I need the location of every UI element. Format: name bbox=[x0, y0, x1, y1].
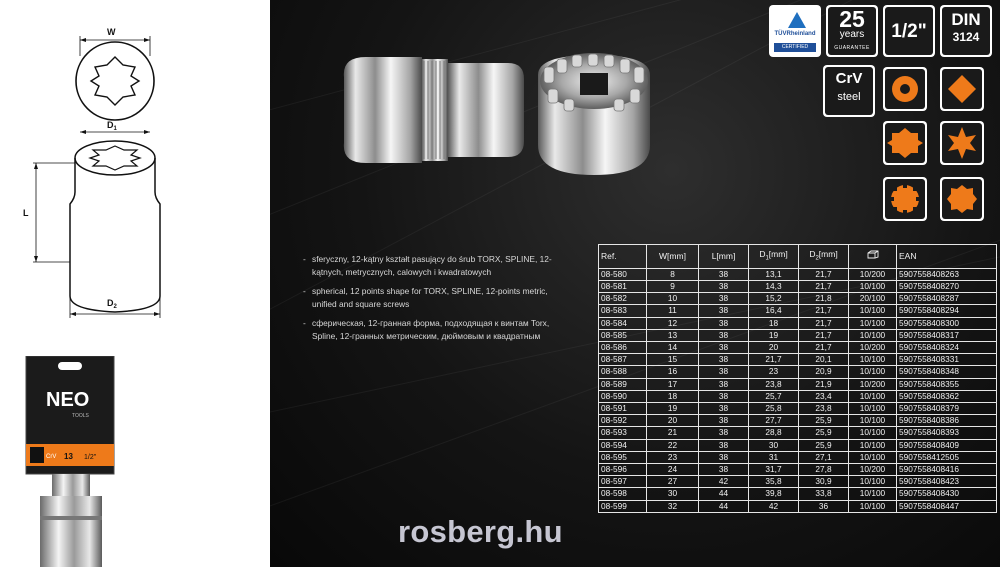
table-header-row bbox=[599, 245, 997, 269]
table-row bbox=[599, 317, 997, 329]
cell-ref: 08-596 bbox=[599, 463, 647, 475]
col-ean: EAN bbox=[897, 245, 997, 269]
package-size: 13 bbox=[64, 452, 73, 461]
table-row bbox=[599, 305, 997, 317]
cell-w: 18 bbox=[647, 390, 699, 402]
cell-l: 38 bbox=[699, 390, 749, 402]
cell-d2: 21,7 bbox=[799, 317, 849, 329]
table-row bbox=[599, 439, 997, 451]
cell-l: 38 bbox=[699, 463, 749, 475]
cell-w: 30 bbox=[647, 488, 699, 500]
watermark: rosberg.hu bbox=[398, 514, 563, 549]
cell-w: 8 bbox=[647, 268, 699, 280]
cell-ean: 5907558408447 bbox=[897, 500, 997, 512]
cell-d2: 25,9 bbox=[799, 439, 849, 451]
cell-d1: 35,8 bbox=[749, 476, 799, 488]
col-ref: Ref. bbox=[599, 245, 647, 269]
cell-ref: 08-592 bbox=[599, 415, 647, 427]
cell-l: 38 bbox=[699, 329, 749, 341]
dim-d2-label: $D_2$ bbox=[107, 298, 117, 310]
cell-package: 10/100 bbox=[849, 402, 897, 414]
table-row bbox=[599, 427, 997, 439]
cell-package: 10/100 bbox=[849, 476, 897, 488]
cell-d1: 42 bbox=[749, 500, 799, 512]
cell-l: 38 bbox=[699, 293, 749, 305]
cell-ean: 5907558408416 bbox=[897, 463, 997, 475]
cell-w: 32 bbox=[647, 500, 699, 512]
cell-d2: 21,7 bbox=[799, 268, 849, 280]
square-icon bbox=[940, 67, 984, 111]
cell-w: 11 bbox=[647, 305, 699, 317]
cell-l: 38 bbox=[699, 378, 749, 390]
cell-package: 10/100 bbox=[849, 317, 897, 329]
cell-ref: 08-588 bbox=[599, 366, 647, 378]
cell-ean: 5907558408324 bbox=[897, 341, 997, 353]
cell-w: 24 bbox=[647, 463, 699, 475]
cell-package: 10/100 bbox=[849, 280, 897, 292]
socket-top-view bbox=[538, 53, 650, 175]
cell-package: 10/200 bbox=[849, 268, 897, 280]
package-crv: CrV bbox=[46, 454, 57, 460]
cell-d2: 21,7 bbox=[799, 305, 849, 317]
cell-w: 23 bbox=[647, 451, 699, 463]
cell-w: 17 bbox=[647, 378, 699, 390]
din-badge bbox=[940, 5, 992, 57]
cell-d2: 25,9 bbox=[799, 427, 849, 439]
cell-ref: 08-599 bbox=[599, 500, 647, 512]
spherical-icon bbox=[883, 67, 927, 111]
cell-ref: 08-591 bbox=[599, 402, 647, 414]
cell-ean: 5907558408362 bbox=[897, 390, 997, 402]
cell-ean: 5907558408348 bbox=[897, 366, 997, 378]
cell-ref: 08-587 bbox=[599, 354, 647, 366]
package-drive: 1/2" bbox=[84, 454, 97, 461]
cell-ean: 5907558408430 bbox=[897, 488, 997, 500]
cell-ref: 08-589 bbox=[599, 378, 647, 390]
cell-ean: 5907558408331 bbox=[897, 354, 997, 366]
cell-ean: 5907558408287 bbox=[897, 293, 997, 305]
technical-drawing bbox=[0, 0, 270, 360]
cell-ean: 5907558408317 bbox=[897, 329, 997, 341]
cell-ean: 5907558408393 bbox=[897, 427, 997, 439]
table-row bbox=[599, 329, 997, 341]
cell-ean: 5907558408386 bbox=[897, 415, 997, 427]
cell-d1: 25,7 bbox=[749, 390, 799, 402]
table-row bbox=[599, 280, 997, 292]
table-row bbox=[599, 451, 997, 463]
description-en: - spherical, 12 points shape for TORX, SPLINE, 12-points metric, unified and square screws bbox=[300, 285, 568, 311]
cell-l: 38 bbox=[699, 280, 749, 292]
cell-ean: 5907558408379 bbox=[897, 402, 997, 414]
years-text: years bbox=[839, 29, 865, 40]
table-row bbox=[599, 293, 997, 305]
cell-w: 27 bbox=[647, 476, 699, 488]
years-number: 25 bbox=[839, 6, 865, 32]
cell-w: 10 bbox=[647, 293, 699, 305]
cell-w: 13 bbox=[647, 329, 699, 341]
cell-package: 10/100 bbox=[849, 439, 897, 451]
cell-ean: 5907558412505 bbox=[897, 451, 997, 463]
cell-package: 10/100 bbox=[849, 354, 897, 366]
cell-w: 14 bbox=[647, 341, 699, 353]
cell-l: 38 bbox=[699, 366, 749, 378]
cell-ref: 08-598 bbox=[599, 488, 647, 500]
cell-l: 38 bbox=[699, 341, 749, 353]
col-package bbox=[849, 245, 897, 269]
cell-ref: 08-581 bbox=[599, 280, 647, 292]
cell-ref: 08-593 bbox=[599, 427, 647, 439]
tuv-name: TÜVRheinland bbox=[774, 31, 816, 37]
table-row bbox=[599, 354, 997, 366]
cell-d2: 21,7 bbox=[799, 329, 849, 341]
cell-package: 10/100 bbox=[849, 305, 897, 317]
table-row bbox=[599, 500, 997, 512]
cell-ref: 08-585 bbox=[599, 329, 647, 341]
cell-package: 10/100 bbox=[849, 427, 897, 439]
dim-l-label: L bbox=[23, 208, 29, 218]
col-d2: $D_2[mm]$ bbox=[799, 245, 849, 269]
table-row bbox=[599, 476, 997, 488]
cell-d2: 33,8 bbox=[799, 488, 849, 500]
cell-ean: 5907558408300 bbox=[897, 317, 997, 329]
cell-w: 16 bbox=[647, 366, 699, 378]
cell-d2: 36 bbox=[799, 500, 849, 512]
cell-ref: 08-583 bbox=[599, 305, 647, 317]
table-row bbox=[599, 415, 997, 427]
table-row bbox=[599, 402, 997, 414]
badge-grid bbox=[769, 5, 995, 235]
col-d1: $D_1[mm]$ bbox=[749, 245, 799, 269]
drawing-panel bbox=[0, 0, 270, 567]
cell-l: 38 bbox=[699, 354, 749, 366]
cell-w: 20 bbox=[647, 415, 699, 427]
col-l: L[mm] bbox=[699, 245, 749, 269]
cell-l: 38 bbox=[699, 415, 749, 427]
cell-w: 21 bbox=[647, 427, 699, 439]
cell-package: 10/200 bbox=[849, 378, 897, 390]
spline-icon bbox=[883, 177, 927, 221]
cell-w: 9 bbox=[647, 280, 699, 292]
cell-l: 38 bbox=[699, 439, 749, 451]
cell-d1: 23,8 bbox=[749, 378, 799, 390]
cell-l: 38 bbox=[699, 317, 749, 329]
cell-d1: 18 bbox=[749, 317, 799, 329]
cell-l: 38 bbox=[699, 402, 749, 414]
product-package bbox=[20, 356, 120, 567]
twelve-point-icon bbox=[883, 121, 927, 165]
cell-w: 15 bbox=[647, 354, 699, 366]
cell-w: 22 bbox=[647, 439, 699, 451]
cell-d1: 27,7 bbox=[749, 415, 799, 427]
din-number: 3124 bbox=[952, 30, 980, 44]
cell-d1: 13,1 bbox=[749, 268, 799, 280]
socket-photos bbox=[338, 45, 658, 195]
description-list bbox=[300, 253, 568, 349]
cell-l: 38 bbox=[699, 427, 749, 439]
cell-d2: 21,7 bbox=[799, 341, 849, 353]
cell-package: 10/200 bbox=[849, 341, 897, 353]
cell-ean: 5907558408294 bbox=[897, 305, 997, 317]
cell-d1: 14,3 bbox=[749, 280, 799, 292]
cell-d2: 21,8 bbox=[799, 293, 849, 305]
col-w: W[mm] bbox=[647, 245, 699, 269]
drive-size: 1/2" bbox=[891, 21, 927, 42]
cell-ean: 5907558408409 bbox=[897, 439, 997, 451]
cell-package: 10/100 bbox=[849, 451, 897, 463]
cell-ref: 08-584 bbox=[599, 317, 647, 329]
cell-d2: 30,9 bbox=[799, 476, 849, 488]
table-row bbox=[599, 488, 997, 500]
twelve-point-small-icon bbox=[940, 177, 984, 221]
din-label: DIN bbox=[951, 10, 981, 29]
guarantee-badge bbox=[826, 5, 878, 57]
cell-l: 38 bbox=[699, 268, 749, 280]
twelve-point-top-view bbox=[91, 57, 139, 105]
cell-d1: 30 bbox=[749, 439, 799, 451]
socket-side-view bbox=[344, 57, 524, 163]
tuv-certified: CERTIFIED bbox=[774, 43, 816, 52]
cell-d2: 23,8 bbox=[799, 402, 849, 414]
cell-ean: 5907558408270 bbox=[897, 280, 997, 292]
tuv-badge bbox=[769, 5, 821, 57]
cell-ref: 08-580 bbox=[599, 268, 647, 280]
cell-d2: 21,7 bbox=[799, 280, 849, 292]
cell-d1: 31,7 bbox=[749, 463, 799, 475]
guarantee-text: GUARANTEE bbox=[834, 45, 870, 51]
cell-ref: 08-582 bbox=[599, 293, 647, 305]
drive-size-badge bbox=[883, 5, 935, 57]
cell-d1: 31 bbox=[749, 451, 799, 463]
cell-d2: 25,9 bbox=[799, 415, 849, 427]
cell-d1: 23 bbox=[749, 366, 799, 378]
description-ru: - сферическая, 12-гранная форма, подходящая к винтам Torx, Spline, 12-гранных метрическим, дюймовым и квадратным bbox=[300, 317, 568, 343]
cell-ref: 08-595 bbox=[599, 451, 647, 463]
cell-ref: 08-597 bbox=[599, 476, 647, 488]
cell-l: 44 bbox=[699, 488, 749, 500]
package-sub: TOOLS bbox=[72, 413, 89, 419]
torx-icon bbox=[940, 121, 984, 165]
cell-d1: 15,2 bbox=[749, 293, 799, 305]
cell-ean: 5907558408355 bbox=[897, 378, 997, 390]
cell-package: 10/100 bbox=[849, 500, 897, 512]
package-brand: NEO bbox=[46, 389, 90, 411]
cell-d1: 25,8 bbox=[749, 402, 799, 414]
cell-d2: 23,4 bbox=[799, 390, 849, 402]
table-row bbox=[599, 378, 997, 390]
cell-d1: 19 bbox=[749, 329, 799, 341]
cell-package: 10/100 bbox=[849, 488, 897, 500]
cell-ref: 08-586 bbox=[599, 341, 647, 353]
cell-package: 10/100 bbox=[849, 329, 897, 341]
table-row bbox=[599, 390, 997, 402]
cell-d2: 21,9 bbox=[799, 378, 849, 390]
cell-w: 19 bbox=[647, 402, 699, 414]
material-steel: steel bbox=[837, 91, 861, 103]
package-box-icon bbox=[867, 250, 879, 259]
cell-d2: 27,8 bbox=[799, 463, 849, 475]
cell-d1: 21,7 bbox=[749, 354, 799, 366]
cell-ean: 5907558408263 bbox=[897, 268, 997, 280]
cell-package: 20/100 bbox=[849, 293, 897, 305]
cell-package: 10/100 bbox=[849, 390, 897, 402]
table-row bbox=[599, 268, 997, 280]
cell-w: 12 bbox=[647, 317, 699, 329]
table-row bbox=[599, 341, 997, 353]
cell-ref: 08-590 bbox=[599, 390, 647, 402]
cell-package: 10/100 bbox=[849, 366, 897, 378]
cell-ref: 08-594 bbox=[599, 439, 647, 451]
material-crv: CrV bbox=[835, 70, 863, 87]
cell-l: 38 bbox=[699, 305, 749, 317]
cell-ean: 5907558408423 bbox=[897, 476, 997, 488]
material-badge bbox=[823, 65, 875, 117]
cell-d1: 20 bbox=[749, 341, 799, 353]
dim-w-label: W bbox=[107, 27, 116, 37]
cell-d2: 20,1 bbox=[799, 354, 849, 366]
cell-d2: 27,1 bbox=[799, 451, 849, 463]
cell-d2: 20,9 bbox=[799, 366, 849, 378]
dim-d1-label: $D_1$ bbox=[107, 120, 117, 132]
table-row bbox=[599, 463, 997, 475]
cell-l: 38 bbox=[699, 451, 749, 463]
cell-l: 42 bbox=[699, 476, 749, 488]
cell-d1: 39,8 bbox=[749, 488, 799, 500]
cell-d1: 28,8 bbox=[749, 427, 799, 439]
table-row bbox=[599, 366, 997, 378]
cell-package: 10/200 bbox=[849, 463, 897, 475]
cell-d1: 16,4 bbox=[749, 305, 799, 317]
cell-package: 10/100 bbox=[849, 415, 897, 427]
cell-l: 44 bbox=[699, 500, 749, 512]
spec-table bbox=[598, 244, 997, 513]
tuv-logo-icon bbox=[788, 12, 806, 28]
description-pl: - sferyczny, 12-kątny kształt pasujący do śrub TORX, SPLINE, 12-kątnych, metrycznych, calowych i kwadratowych bbox=[300, 253, 568, 279]
